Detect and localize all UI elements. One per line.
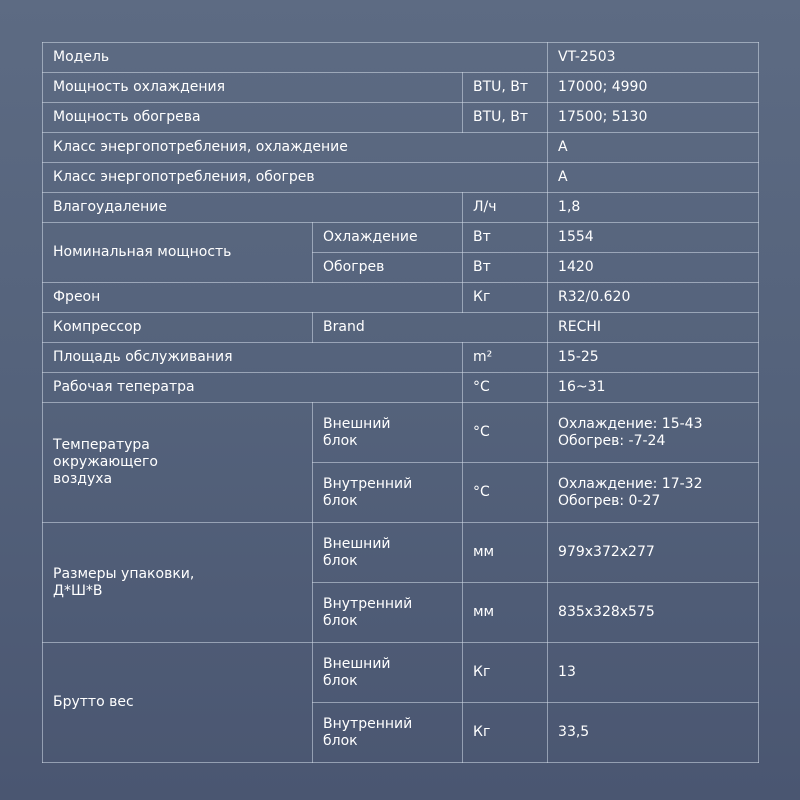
spec-unit: °C — [463, 403, 548, 463]
spec-label: Площадь обслуживания — [43, 343, 463, 373]
spec-value: 17500; 5130 — [548, 103, 759, 133]
spec-value: 13 — [548, 643, 759, 703]
spec-value: 1554 — [548, 223, 759, 253]
spec-unit: Кг — [463, 703, 548, 763]
spec-label: Класс энергопотребления, обогрев — [43, 163, 548, 193]
spec-label: Фреон — [43, 283, 463, 313]
spec-label: Мощность охлаждения — [43, 73, 463, 103]
spec-unit: m² — [463, 343, 548, 373]
spec-unit: Л/ч — [463, 193, 548, 223]
spec-row-operating-temperature — [43, 373, 759, 403]
spec-sub-label: Внутренний блок — [313, 583, 463, 643]
spec-label: Размеры упаковки, Д*Ш*В — [43, 523, 313, 643]
spec-value: A — [548, 163, 759, 193]
spec-sub-label: Brand — [313, 313, 548, 343]
spec-label: Температура окружающего воздуха — [43, 403, 313, 523]
spec-value: Охлаждение: 15-43 Обогрев: -7-24 — [548, 403, 759, 463]
spec-row-compressor — [43, 313, 759, 343]
spec-value: 1420 — [548, 253, 759, 283]
spec-value: 15-25 — [548, 343, 759, 373]
spec-row-ambient-temperature — [43, 403, 759, 463]
spec-value: RECHI — [548, 313, 759, 343]
spec-sub-label: Внутренний блок — [313, 463, 463, 523]
spec-value: R32/0.620 — [548, 283, 759, 313]
spec-row-energy-class-heating — [43, 163, 759, 193]
spec-label: Влагоудаление — [43, 193, 463, 223]
spec-value: 33,5 — [548, 703, 759, 763]
spec-value: 16~31 — [548, 373, 759, 403]
spec-value: A — [548, 133, 759, 163]
spec-unit: °C — [463, 373, 548, 403]
spec-unit: °C — [463, 463, 548, 523]
spec-row-package-dimensions — [43, 523, 759, 583]
spec-sub-label: Внутренний блок — [313, 703, 463, 763]
spec-label: Брутто вес — [43, 643, 313, 763]
spec-unit: Кг — [463, 283, 548, 313]
spec-value: 979x372x277 — [548, 523, 759, 583]
spec-value: VT-2503 — [548, 43, 759, 73]
spec-sub-label: Внешний блок — [313, 403, 463, 463]
spec-unit: Вт — [463, 223, 548, 253]
spec-unit: BTU, Вт — [463, 73, 548, 103]
spec-unit: Вт — [463, 253, 548, 283]
spec-label: Компрессор — [43, 313, 313, 343]
spec-unit: мм — [463, 523, 548, 583]
specifications-table — [42, 42, 759, 763]
spec-label: Рабочая теператра — [43, 373, 463, 403]
spec-label: Класс энергопотребления, охлаждение — [43, 133, 548, 163]
spec-row-model — [43, 43, 759, 73]
spec-row-heating-power — [43, 103, 759, 133]
spec-row-gross-weight — [43, 643, 759, 703]
spec-sub-label: Обогрев — [313, 253, 463, 283]
spec-label: Мощность обогрева — [43, 103, 463, 133]
spec-sub-label: Охлаждение — [313, 223, 463, 253]
spec-sub-label: Внешний блок — [313, 643, 463, 703]
spec-sub-label: Внешний блок — [313, 523, 463, 583]
spec-value: 835x328x575 — [548, 583, 759, 643]
spec-row-service-area — [43, 343, 759, 373]
spec-row-dehumidification — [43, 193, 759, 223]
spec-unit: мм — [463, 583, 548, 643]
spec-label: Модель — [43, 43, 548, 73]
spec-value: Охлаждение: 17-32 Обогрев: 0-27 — [548, 463, 759, 523]
spec-row-refrigerant — [43, 283, 759, 313]
spec-label: Номинальная мощность — [43, 223, 313, 283]
spec-row-cooling-power — [43, 73, 759, 103]
spec-row-energy-class-cooling — [43, 133, 759, 163]
spec-unit: BTU, Вт — [463, 103, 548, 133]
spec-unit: Кг — [463, 643, 548, 703]
spec-value: 17000; 4990 — [548, 73, 759, 103]
spec-row-rated-power — [43, 223, 759, 253]
spec-value: 1,8 — [548, 193, 759, 223]
